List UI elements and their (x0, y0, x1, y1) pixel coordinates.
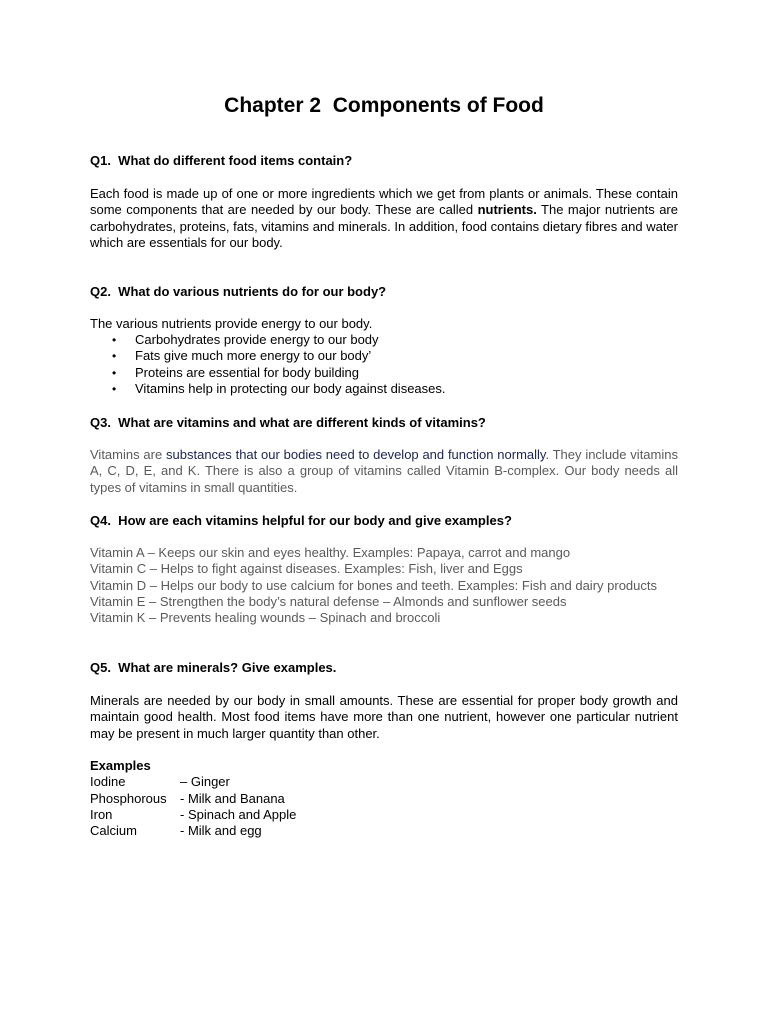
question-2: Q2. What do various nutrients do for our body? (90, 284, 387, 299)
table-row (90, 823, 296, 839)
answer-2-intro: The various nutrients provide energy to our body. (90, 316, 373, 331)
list-item-text: Proteins are essential for body building (135, 364, 360, 380)
mineral-name: Iron (90, 806, 113, 822)
mineral-source: - Milk and egg (180, 823, 262, 839)
answer-1-text-start: Each food is made up of one or more ingredients which we get from plants or animals. These contain some components that are needed by our body. These are called (90, 186, 678, 218)
answer-3-text-end: . They include vitamins A, C, D, E, and K. There is also a group of vitamins called Vitamin B-complex. Our body needs all types of vitamins in small quantities. (90, 447, 678, 495)
examples-heading: Examples (90, 758, 151, 773)
mineral-source: – Ginger (180, 774, 230, 790)
mineral-source: - Spinach and Apple (180, 806, 297, 822)
list-item-text: Carbohydrates provide energy to our body (135, 332, 379, 347)
list-item (90, 348, 446, 364)
answer-1-text-end: The major nutrients are carbohydrates, proteins, fats, vitamins and minerals. In addition, food contains dietary fibres and water which are essentials for our body. (90, 202, 678, 250)
question-3: Q3. What are vitamins and what are different kinds of vitamins? (90, 415, 486, 430)
question-1: Q1. What do different food items contain? (90, 153, 353, 168)
bullet-icon: • (112, 349, 117, 364)
page-title: Chapter 2 Components of Food (224, 94, 544, 117)
list-item (90, 332, 446, 348)
table-row (90, 774, 296, 790)
nutrient-bullet-list (90, 332, 446, 397)
question-5: Q5. What are minerals? Give examples. (90, 660, 337, 675)
bullet-icon: • (112, 333, 117, 347)
mineral-examples (90, 758, 296, 839)
list-item-text: Fats give much more energy to our body’ (135, 348, 372, 364)
mineral-source: - Milk and Banana (180, 790, 285, 806)
question-4: Q4. How are each vitamins helpful for our body and give examples? (90, 513, 512, 528)
nutrients-term: nutrients. (477, 202, 537, 218)
vitamin-definition-highlight: substances that our bodies need to develop and function normally (166, 447, 546, 462)
vitamin-c-line: Vitamin C – Helps to fight against diseases. Examples: Fish, liver and Eggs (90, 561, 523, 577)
list-item-text: Vitamins help in protecting our body against diseases. (135, 380, 446, 396)
answer-3-text-start: Vitamins are (90, 447, 167, 462)
table-row (90, 807, 296, 823)
mineral-name: Calcium (90, 823, 137, 839)
vitamin-k-line: Vitamin K – Prevents healing wounds – Spinach and broccoli (90, 610, 441, 626)
mineral-name: Iodine (90, 774, 126, 790)
table-row (90, 791, 296, 807)
vitamin-a-line: Vitamin A – Keeps our skin and eyes healthy. Examples: Papaya, carrot and mango (90, 545, 571, 560)
answer-1 (90, 186, 678, 251)
answer-3 (90, 447, 678, 496)
bullet-icon: • (112, 365, 117, 380)
bullet-icon: • (112, 381, 117, 396)
vitamin-e-line: Vitamin E – Strengthen the body’s natural defense – Almonds and sunflower seeds (90, 593, 567, 609)
list-item (90, 365, 446, 381)
answer-5: Minerals are needed by our body in small amounts. These are essential for proper body growth and maintain good health. Most food items have more than one nutrient, however one particular nutrient may be present in much larger quantity than other. (90, 693, 678, 741)
vitamin-d-line: Vitamin D – Helps our body to use calcium for bones and teeth. Examples: Fish and dairy products (90, 577, 657, 593)
vitamin-list (90, 545, 678, 626)
list-item (90, 381, 446, 397)
mineral-name: Phosphorous (90, 790, 167, 806)
